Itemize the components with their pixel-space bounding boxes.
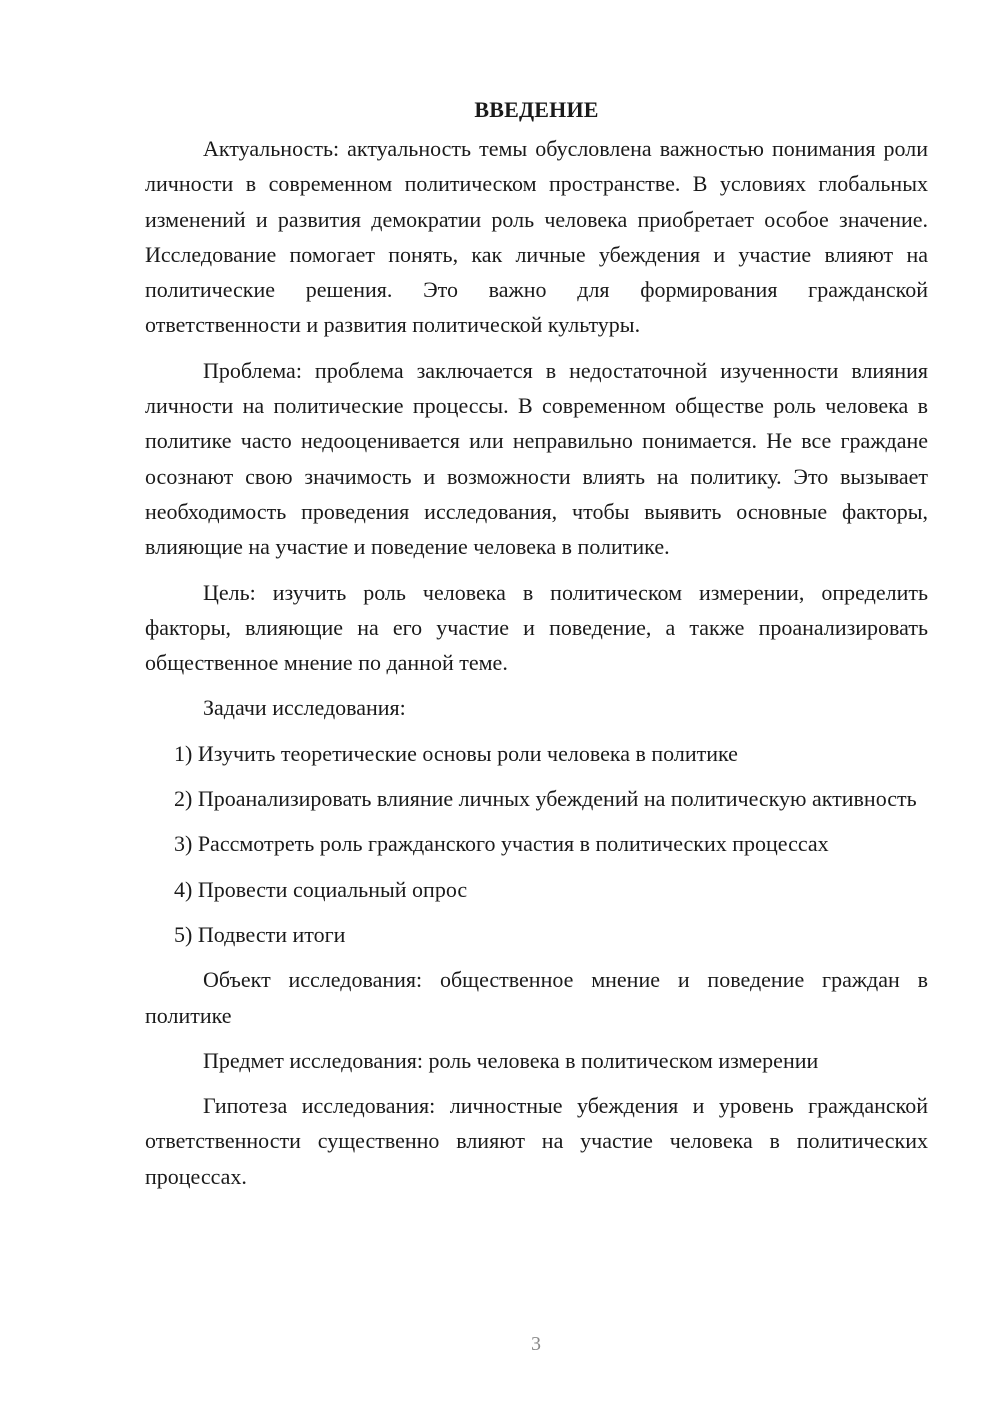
section-heading: ВВЕДЕНИЕ bbox=[474, 97, 599, 122]
paragraph-relevance: Актуальность: актуальность темы обусловлена важностью понимания роли личности в современном политическом пространстве. В условиях глобальных изменений и развития демократии роль человека приобретает особое значение. Исследование помогает понять, как личные убеждения и участие влияют на политические решения. Это важно для формирования гражданской ответственности и развития политической культуры. bbox=[145, 136, 928, 338]
paragraph-problem: Проблема: проблема заключается в недостаточной изученности влияния личности на политические процессы. В современном обществе роль человека в политике часто недооценивается или неправильно понимается. Не все граждане осознают свою значимость и возможности влиять на политику. Это вызывает необходимость проведения исследования, чтобы выявить основные факторы, влияющие на участие и поведение человека в политике. bbox=[145, 357, 928, 560]
paragraph-tasks-intro: Задачи исследования: bbox=[203, 695, 406, 721]
paragraph-object: Объект исследования: общественное мнение и поведение граждан в политике bbox=[145, 967, 928, 1028]
paragraph-hypothesis: Гипотеза исследования: личностные убеждения и уровень гражданской ответственности существенно влияют на участие человека в политических процессах. bbox=[145, 1093, 928, 1189]
task-item-5: 5) Подвести итоги bbox=[174, 921, 346, 947]
paragraph-goal: Цель: изучить роль человека в политическом измерении, определить факторы, влияющие на его участие и поведение, а также проанализировать общественное мнение по данной теме. bbox=[145, 579, 928, 676]
task-item-3: 3) Рассмотреть роль гражданского участия в политических процессах bbox=[174, 831, 829, 857]
task-item-1: 1) Изучить теоретические основы роли человека в политике bbox=[174, 740, 738, 766]
page-number: 3 bbox=[531, 1333, 541, 1355]
task-item-2: 2) Проанализировать влияние личных убеждений на политическую активность bbox=[174, 786, 917, 812]
task-item-4: 4) Провести социальный опрос bbox=[174, 876, 468, 902]
paragraph-subject: Предмет исследования: роль человека в политическом измерении bbox=[203, 1047, 819, 1073]
document-page bbox=[145, 92, 928, 1204]
